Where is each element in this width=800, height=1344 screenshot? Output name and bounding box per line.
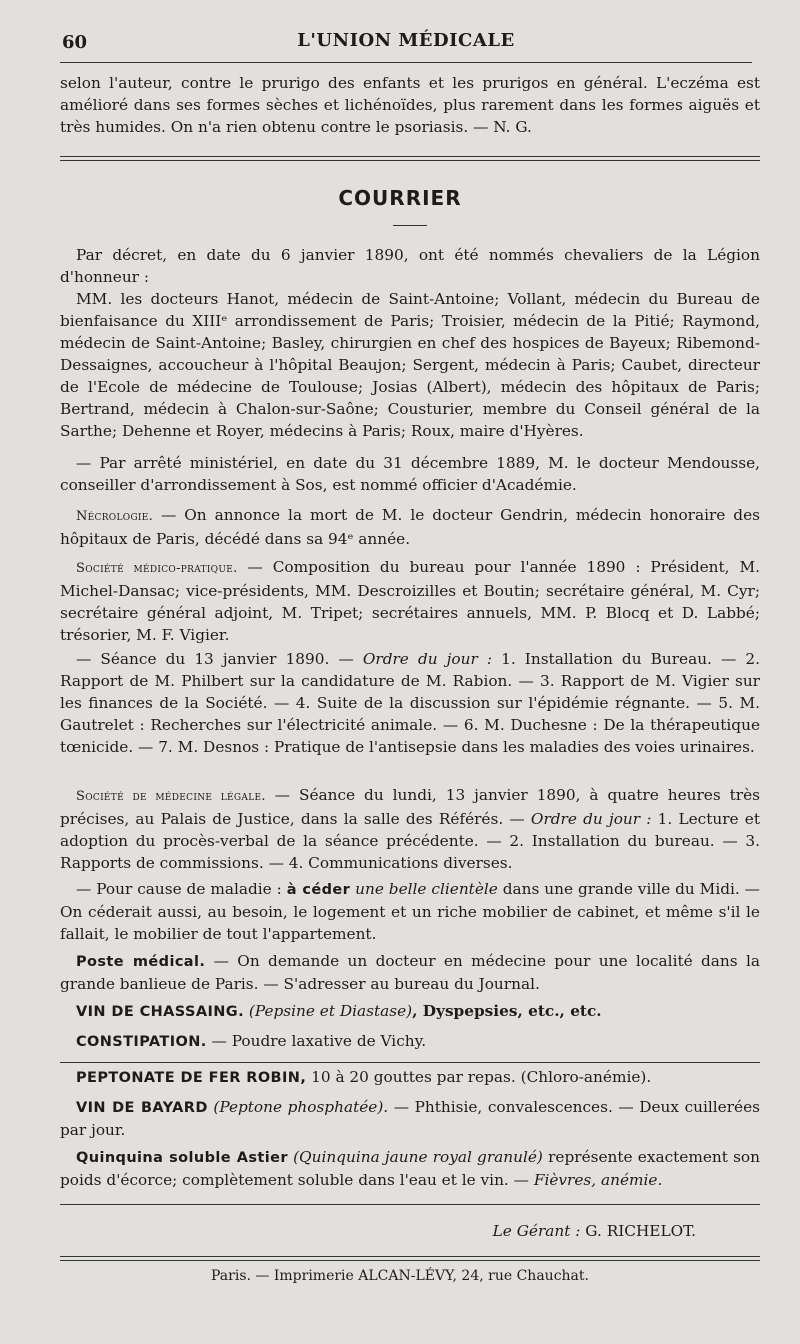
- gerant-name: G. RICHELOT.: [580, 1222, 696, 1240]
- poste-medical-paragraph: Poste médical. — On demande un docteur en médecine pour une localité dans la grande banlieue de Paris. — S'adresser au bureau du Journal.: [60, 952, 760, 993]
- ad-quinquina: Quinquina soluble Astier (Quinquina jaune royal granulé) représente exactement son poids d'écorce; complètement soluble dans l'eau et le vin. — Fièvres, anémie.: [60, 1148, 760, 1189]
- intro-paragraph: selon l'auteur, contre le prurigo des enfants et les prurigos en général. L'eczéma est amélioré dans ses formes sèches et lichénoïdes, plus rarement dans les formes aiguës et très humides. On n'a rien obtenu contre le psoriasis. — N. G.: [60, 74, 760, 136]
- decret-paragraph-2: MM. les docteurs Hanot, médecin de Saint-Antoine; Vollant, médecin du Bureau de bienfaisance du XIIIᵉ arrondissement de Paris; Troisier, médecin de la Pitié; Raymond, médecin de Saint-Antoine; Basley, chirurgien en chef des hospices de Bayeux; Ribemond-Dessaignes, accoucheur à l'hôpital Beaujon; Sergent, médecin à Paris; Caubet, directeur de l'Ecole de médecine de Toulouse; Josias (Albert), médecin des hôpitaux de Paris; Bertrand, médecin à Chalon-sur-Saône; Cousturier, membre du Conseil général de la Sarthe; Dehenne et Royer, médecins à Paris; Roux, maire d'Hyères.: [60, 290, 760, 440]
- societe-ml-label: Société de médecine légale.: [76, 789, 266, 804]
- page-number: 60: [62, 32, 88, 53]
- arrete-paragraph: — Par arrêté ministériel, en date du 31 décembre 1889, M. le docteur Mendousse, conseiller d'arrondissement à Sos, est nommé officier d'Académie.: [60, 454, 760, 494]
- running-header: [60, 26, 752, 63]
- ad-constipation: CONSTIPATION. — Poudre laxative de Vichy.: [76, 1032, 427, 1050]
- running-title: L'UNION MÉDICALE: [297, 30, 515, 51]
- ad-peptonate: PEPTONATE DE FER ROBIN, 10 à 20 gouttes par repas. (Chloro-anémie).: [76, 1068, 652, 1086]
- section-rule-top: [60, 156, 760, 157]
- footer-rule-1: [60, 1204, 760, 1205]
- section-rule-top-2: [60, 160, 760, 161]
- gerant-label: Le Gérant :: [492, 1222, 581, 1240]
- necrologie-paragraph: Nécrologie. — On annonce la mort de M. le docteur Gendrin, médecin honoraire des hôpitaux de Paris, décédé dans sa 94ᵉ année.: [60, 506, 760, 548]
- ad-rule: [60, 1062, 760, 1063]
- societe-medecine-legale-paragraph: Société de médecine légale. — Séance du lundi, 13 janvier 1890, à quatre heures très précises, au Palais de Justice, dans la salle des Référés. — Ordre du jour : 1. Lecture et adoption du procès-verbal de la séance précédente. — 2. Installation du bureau. — 3. Rapports de commissions. — 4. Communications diverses.: [60, 786, 760, 872]
- ad-chassaing: VIN DE CHASSAING. (Pepsine et Diastase), Dyspepsies, etc., etc.: [76, 1002, 602, 1020]
- decret-block: [60, 244, 760, 442]
- ceder-paragraph: — Pour cause de maladie : à céder une belle clientèle dans une grande ville du Midi. — On céderait aussi, au besoin, le logement et un riche mobilier de cabinet, et même s'il le fallait, le mobilier de tout l'appartement.: [60, 880, 760, 943]
- seance-paragraph: — Séance du 13 janvier 1890. — Ordre du jour : 1. Installation du Bureau. — 2. Rapport de M. Philbert sur la candidature de M. Rabion. — 3. Rapport de M. Vigier sur les finances de la Société. — 4. Suite de la discussion sur l'épidémie régnante. — 5. M. Gautrelet : Recherches sur l'électricité animale. — 6. M. Duchesne : De la thérapeutique tœnicide. — 7. M. Desnos : Pratique de l'antisepsie dans les maladies des voies urinaires.: [60, 650, 760, 756]
- footer-rule-2: [60, 1256, 760, 1257]
- printer-line: Paris. — Imprimerie ALCAN-LÉVY, 24, rue Chauchat.: [211, 1268, 589, 1284]
- ad-bayard: VIN DE BAYARD (Peptone phosphatée). — Phthisie, convalescences. — Deux cuillerées par jour.: [60, 1098, 760, 1139]
- necrologie-label: Nécrologie.: [76, 509, 154, 524]
- title-dash: [393, 225, 427, 226]
- gerant-line: [60, 1222, 696, 1240]
- section-title: COURRIER: [338, 186, 462, 210]
- decret-paragraph-1: Par décret, en date du 6 janvier 1890, ont été nommés chevaliers de la Légion d'honneur :: [60, 246, 760, 286]
- footer-rule-3: [60, 1260, 760, 1261]
- societe-mp-label: Société médico-pratique.: [76, 561, 238, 576]
- societe-medico-pratique-paragraph: Société médico-pratique. — Composition du bureau pour l'année 1890 : Président, M. Michel-Dansac; vice-présidents, MM. Descroizilles et Boutin; secrétaire général, M. Cyr; secrétaire général adjoint, M. Tripet; secrétaires annuels, MM. P. Blocq et D. Labbé; trésorier, M. F. Vigier.: [60, 558, 761, 644]
